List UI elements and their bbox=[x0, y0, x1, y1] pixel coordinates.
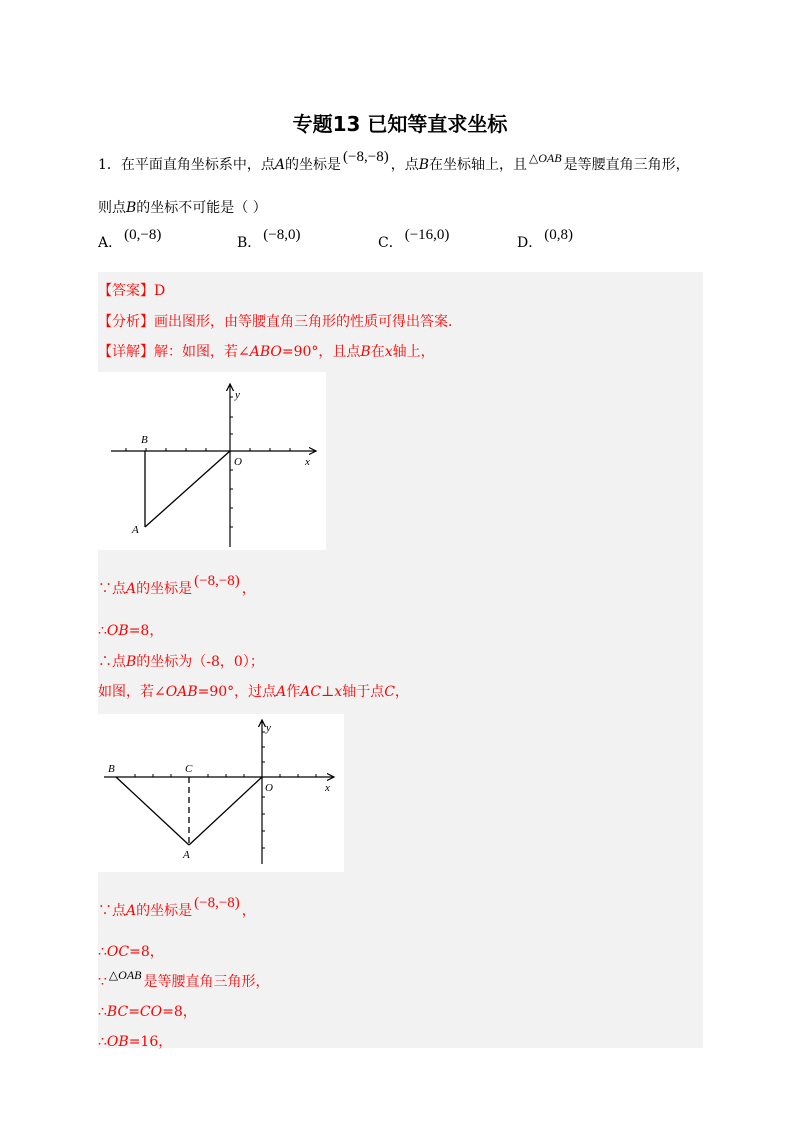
analysis-line: 【分析】画出图形，由等腰直角三角形的性质可得出答案． bbox=[98, 314, 462, 330]
question-line-1: 1．在平面直角坐标系中，点A的坐标是 (−8,−8) ，点B在坐标轴上，且 △OAB 是等腰直角三角形， bbox=[98, 149, 690, 173]
question-line-2: 则点B的坐标不可能是（ ） bbox=[98, 200, 267, 216]
label-a: A bbox=[132, 524, 139, 536]
figure-1-svg bbox=[98, 372, 326, 550]
step-7: ∵ △OAB 是等腰直角三角形， bbox=[98, 968, 270, 990]
label-y: y bbox=[235, 389, 240, 401]
coord-a: (−8,−8) bbox=[343, 149, 389, 165]
label-b: B bbox=[108, 763, 115, 775]
figure-1 bbox=[98, 372, 326, 550]
step-9: ∴OB=16， bbox=[98, 1034, 173, 1050]
page-title: 专题13 已知等直求坐标 bbox=[292, 112, 508, 136]
label-a: A bbox=[183, 849, 190, 861]
segment-ba bbox=[116, 777, 189, 845]
step-2: ∴OB=8， bbox=[98, 623, 164, 639]
label-c: C bbox=[185, 763, 193, 775]
label-b: B bbox=[141, 434, 148, 446]
label-o: O bbox=[265, 782, 273, 794]
label-x: x bbox=[305, 456, 310, 468]
step-5: ∵点A的坐标是 (−8,−8) ， bbox=[98, 895, 256, 919]
segment-ao bbox=[189, 777, 262, 845]
step-4: 如图，若∠OAB=90°，过点A作AC⊥x轴于点C， bbox=[98, 684, 409, 700]
option-b: B． (−8,0) bbox=[237, 227, 301, 251]
segment-ao bbox=[145, 451, 230, 527]
option-a: A． (0,−8) bbox=[98, 227, 162, 251]
step-8: ∴BC=CO=8， bbox=[98, 1004, 197, 1020]
answer-line: 【答案】D bbox=[98, 283, 166, 299]
question-number: 1． bbox=[98, 157, 121, 173]
figure-2 bbox=[98, 714, 344, 872]
label-o: O bbox=[234, 456, 242, 468]
figure-2-svg bbox=[98, 714, 344, 872]
step-6: ∴OC=8， bbox=[98, 944, 164, 960]
option-d: D． (0,8) bbox=[517, 227, 573, 251]
step-1: ∵点A的坐标是 (−8,−8) ， bbox=[98, 573, 256, 597]
step-3: ∴点B的坐标为（-8，0）； bbox=[98, 654, 264, 670]
label-x: x bbox=[325, 782, 330, 794]
triangle-oab: △OAB bbox=[529, 151, 562, 165]
option-c: C． (−16,0) bbox=[378, 227, 450, 251]
detail-line: 【详解】解：如图，若∠ABO=90°，且点B在x轴上， bbox=[98, 344, 435, 360]
label-y: y bbox=[266, 722, 271, 734]
